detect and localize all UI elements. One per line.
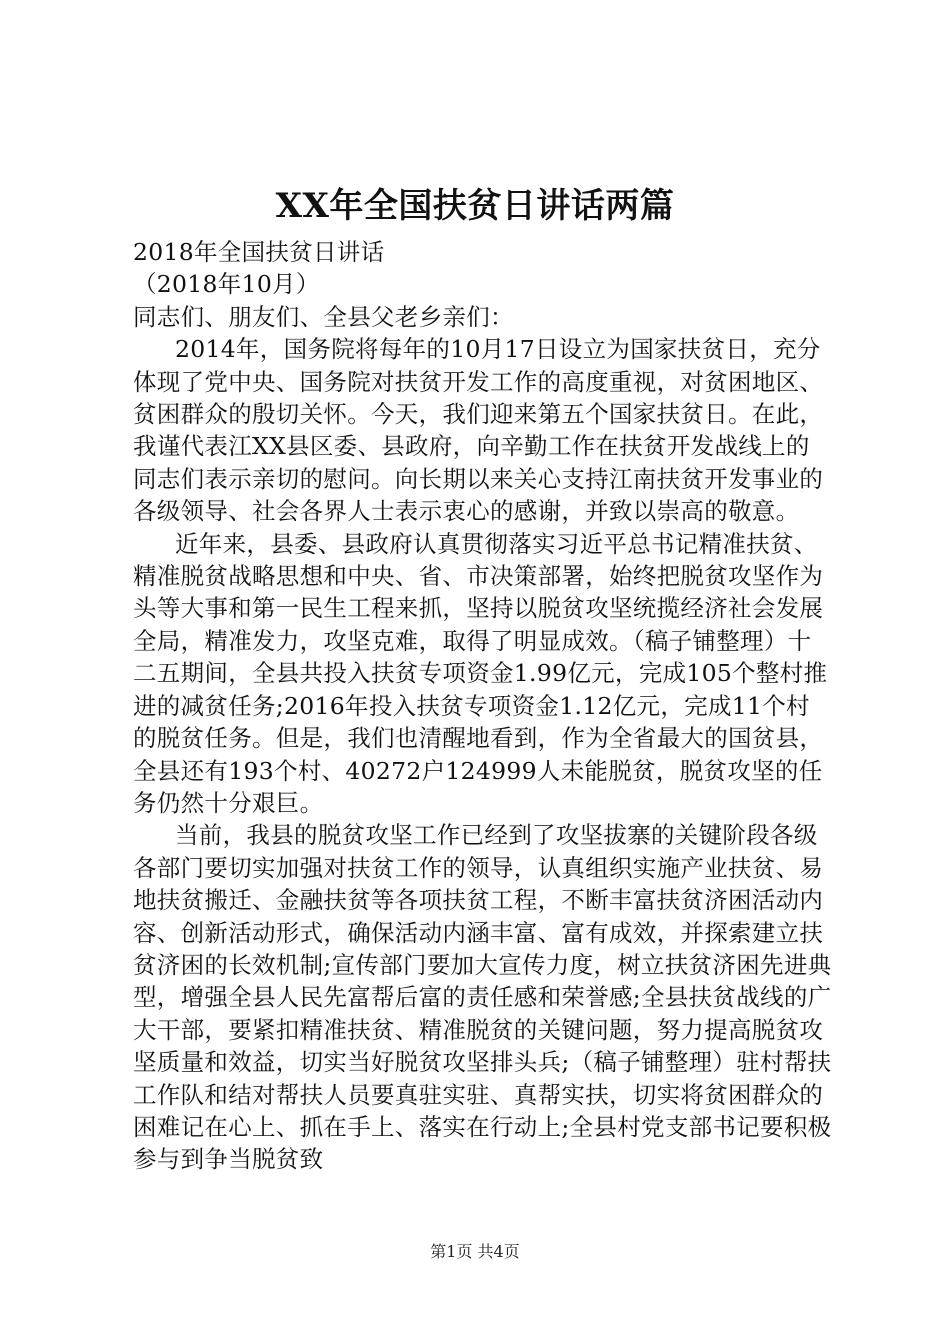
speech-subtitle: 2018年全国扶贫日讲话	[133, 238, 385, 266]
paragraph-3: 当前，我县的脱贫攻坚工作已经到了攻坚拔寨的关键阶段各级各部门要切实加强对扶贫工作的领导，认真组织实施产业扶贫、易地扶贫搬迁、金融扶贫等各项扶贫工程，不断丰富扶贫济困活动内容、创新活动形式，确保活动内涵丰富、富有成效，并探索建立扶贫济困的长效机制;宣传部门要加大宣传力度，树立扶贫济困先进典型，增强全县人民先富帮后富的责任感和荣誉感;全县扶贫战线的广大干部，要紧扣精准扶贫、精准脱贫的关键问题，努力提高脱贫攻坚质量和效益，切实当好脱贫攻坚排头兵;（稿子铺整理）驻村帮扶工作队和结对帮扶人员要真驻实驻、真帮实扶，切实将贫困群众的困难记在心上、抓在手上、落实在行动上;全县村党支部书记要积极参与到争当脱贫致	[133, 821, 832, 1174]
document-title: XX年全国扶贫日讲话两篇	[275, 186, 675, 226]
paragraph-2: 近年来，县委、县政府认真贯彻落实习近平总书记精准扶贫、精准脱贫战略思想和中央、省、市决策部署，始终把脱贫攻坚作为头等大事和第一民生工程来抓，坚持以脱贫攻坚统揽经济社会发展全局，精准发力，攻坚克难，取得了明显成效。（稿子铺整理）十二五期间，全县共投入扶贫专项资金1.99亿元，完成105个整村推进的减贫任务;2016年投入扶贫专项资金1.12亿元，完成11个村的脱贫任务。但是，我们也清醒地看到，作为全省最大的国贫县，全县还有193个村、40272户124999人未能脱贫，脱贫攻坚的任务仍然十分艰巨。	[133, 529, 828, 817]
document-body	[133, 236, 833, 1176]
page-indicator: 第1页 共4页	[430, 1242, 520, 1261]
paragraph-1: 2014年，国务院将每年的10月17日设立为国家扶贫日，充分体现了党中央、国务院对扶贫开发工作的高度重视，对贫困地区、贫困群众的殷切关怀。今天，我们迎来第五个国家扶贫日。在此，我谨代表江XX县区委、县政府，向辛勤工作在扶贫开发战线上的同志们表示亲切的慰问。向长期以来关心支持江南扶贫开发事业的各级领导、社会各界人士表示衷心的感谢，并致以崇高的敬意。	[133, 335, 824, 526]
salutation: 同志们、朋友们、全县父老乡亲们：	[133, 302, 514, 331]
speech-date: （2018年10月）	[133, 270, 320, 299]
